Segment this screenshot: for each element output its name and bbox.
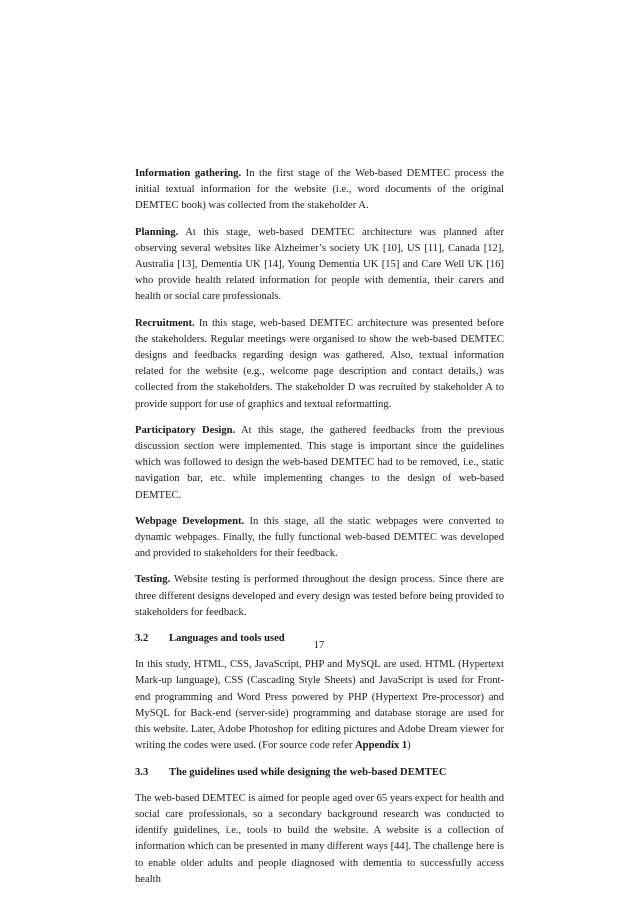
section-number: 3.2 bbox=[135, 633, 149, 645]
paragraph-text: At this stage, web-based DEMTEC architecture was planned after observing several websites like Alzheimer’s society UK [10], US [11], Canada [12], Australia [13], Dementia UK [14], Young Dementia UK [15] and Care Well UK [16] who provide health related information for people with dementia, their carers and health or social care professionals. bbox=[135, 226, 504, 303]
paragraph-lead: Webpage Development. bbox=[135, 515, 245, 527]
paragraph-lead: Planning. bbox=[135, 226, 179, 238]
paragraph-lead: Recruitment. bbox=[135, 317, 195, 329]
section-title: Languages and tools used bbox=[169, 633, 285, 645]
paragraph-guidelines bbox=[135, 791, 504, 888]
page-body bbox=[135, 166, 504, 898]
page-number: 17 bbox=[313, 640, 325, 651]
paragraph-text: Website testing is performed throughout the design process. Since there are three different designs developed and every design was tested before being provided to stakeholders for feedback. bbox=[135, 574, 504, 618]
paragraph-languages-tools bbox=[135, 657, 504, 754]
paragraph-lead: Participatory Design. bbox=[135, 424, 236, 436]
paragraph-information-gathering bbox=[135, 166, 504, 215]
paragraph-text: In this stage, web-based DEMTEC architecture was presented before the stakeholders. Regular meetings were organised to show the web-based DEMTEC designs and feedbacks regarding design was gathered. Also, textual information related for the website (e.g., welcome page description and contact details,) was collected from the stakeholders. The stakeholder D was recruited by stakeholder A to provide support for use of graphics and textual reformatting. bbox=[135, 317, 504, 410]
section-heading-3-3 bbox=[135, 765, 504, 781]
appendix-reference: Appendix 1 bbox=[355, 740, 408, 752]
paragraph-lead: Information gathering. bbox=[135, 168, 242, 179]
paragraph-text: The web-based DEMTEC is aimed for people aged over 65 years expect for health and social care professionals, so a secondary background research was conducted to identify guidelines, i.e., tools to build the website. A website is a collection of information which can be presented in many different ways [44]. The challenge here is to enable older adults and people diagnosed with dementia to successfully access health bbox=[135, 792, 504, 885]
paragraph-planning bbox=[135, 225, 504, 306]
section-title: The guidelines used while designing the web-based DEMTEC bbox=[169, 766, 447, 778]
paragraph-lead: Testing. bbox=[135, 574, 171, 586]
paragraph-text-end: ) bbox=[407, 740, 411, 752]
paragraph-text: In this stage, all the static webpages were converted to dynamic webpages. Finally, the fully functional web-based DEMTEC was developed and provided to stakeholders for their feedback. bbox=[135, 515, 504, 560]
paragraph-text: At this stage, the gathered feedbacks from the previous discussion section were implemented. This stage is important since the guidelines which was followed to design the web-based DEMTEC had to be removed, i.e., static navigation bar, etc. while implementing changes to the design of web-based DEMTEC. bbox=[135, 424, 504, 501]
paragraph-webpage-development bbox=[135, 514, 504, 563]
paragraph-text: In this study, HTML, CSS, JavaScript, PHP and MySQL are used. HTML (Hypertext Mark-up language), CSS (Cascading Style Sheets) and JavaScript is used for Front-end programming and Word Press powered by PHP (Hypertext Pre-processor) and MySQL for Back-end (server-side) programming and database storage are used for this website. Later, Adobe Photoshop for editing pictures and Adobe Dream viewer for writing the codes were used. (For source code refer bbox=[135, 659, 504, 752]
paragraph-participatory-design bbox=[135, 423, 504, 504]
section-number: 3.3 bbox=[135, 766, 149, 778]
paragraph-testing bbox=[135, 572, 504, 621]
paragraph-recruitment bbox=[135, 316, 504, 413]
paragraph-text: In the first stage of the Web-based DEMTEC process the initial textual information for the website (i.e., word documents of the original DEMTEC book) was collected from the stakeholder A. bbox=[135, 168, 505, 212]
